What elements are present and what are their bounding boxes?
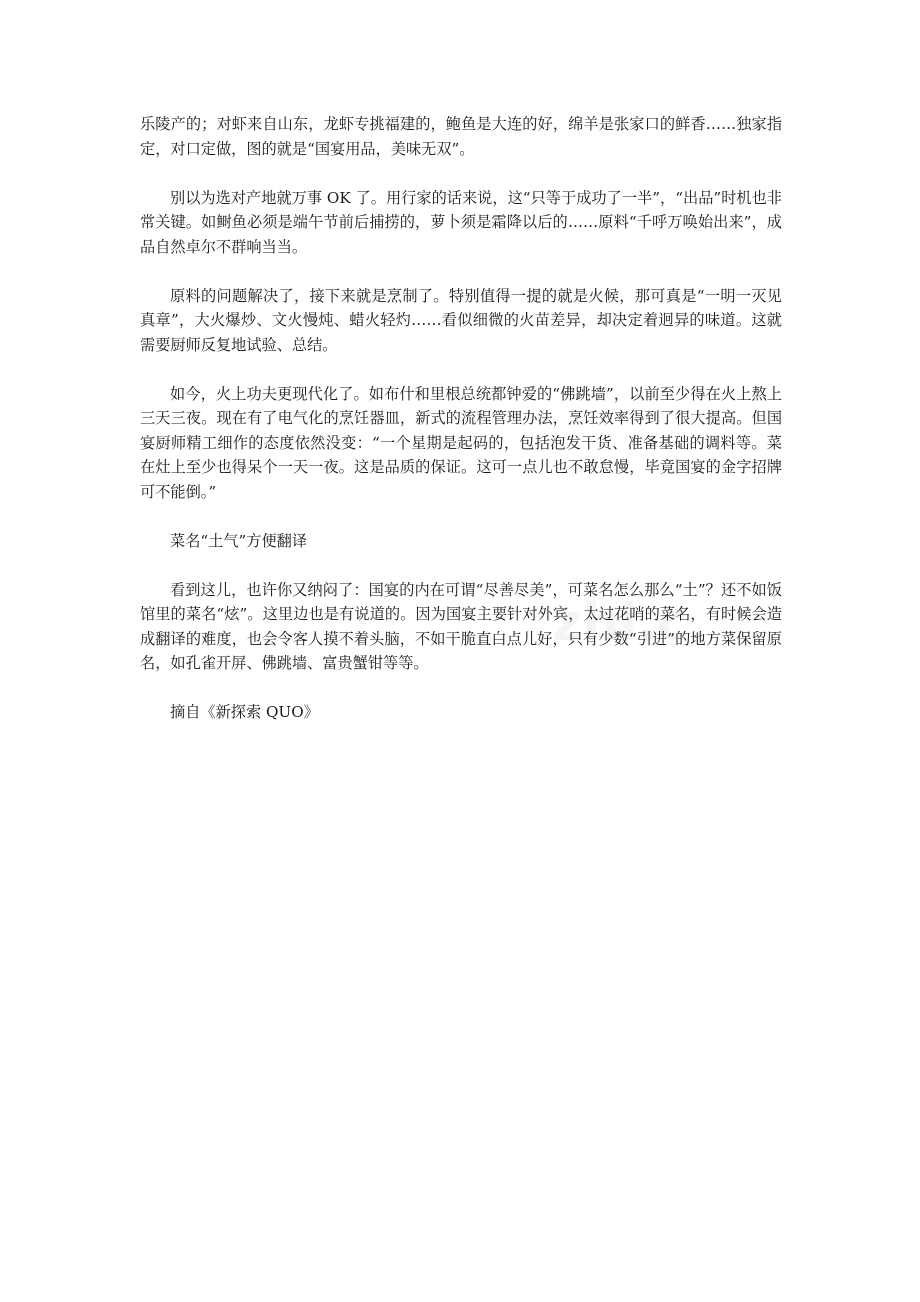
source-citation: 摘自《新探索 QUO》 [170, 703, 319, 721]
paragraph-origin: 别以为选对产地就万事 OK 了。用行家的话来说，这“只等于成功了一半”，“出品”时机也非常关键。如鲥鱼必须是端午节前后捕捞的，萝卜须是霜降以后的……原料“千呼万唤始出来”，成品自然卓尔不群响当当。 [140, 188, 782, 256]
paragraph-continuation: 乐陵产的；对虾来自山东，龙虾专挑福建的，鲍鱼是大连的好，绵羊是张家口的鲜香……独家指定，对口定做，图的就是“国宴用品，美味无双”。 [140, 115, 782, 158]
section-heading: 菜名“土气”方便翻译 [170, 531, 308, 550]
paragraph-cooking: 原料的问题解决了，接下来就是烹制了。特别值得一提的就是火候，那可真是“一明一灭见真章”，大火爆炒、文火慢炖、蜡火轻灼……看似细微的火苗差异，却决定着迥异的味道。这就需要厨师反复地试验、总结。 [140, 286, 782, 354]
paragraph-dish-names: 看到这儿，也许你又纳闷了：国宴的内在可谓“尽善尽美”，可菜名怎么那么“土”？还不如饭馆里的菜名“炫”。这里边也是有说道的。因为国宴主要针对外宾，太过花哨的菜名，有时候会造成翻译的难度，也会令客人摸不着头脑，不如干脆直白点儿好，只有少数“引进”的地方菜保留原名，如孔雀开屏、佛跳墙、富贵蟹钳等等。 [140, 580, 782, 672]
watermark-logo [552, 593, 692, 663]
paragraph-modern: 如今，火上功夫更现代化了。如布什和里根总统都钟爱的“佛跳墙”，以前至少得在火上熬上三天三夜。现在有了电气化的烹饪器皿，新式的流程管理办法，烹饪效率得到了很大提高。但国宴厨师精工细作的态度依然没变：“一个星期是起码的，包括泡发干货、准备基础的调料等。菜在灶上至少也得呆个一天一夜。这是品质的保证。这可一点儿也不敢怠慢，毕竟国宴的金字招牌可不能倒。” [140, 384, 782, 501]
